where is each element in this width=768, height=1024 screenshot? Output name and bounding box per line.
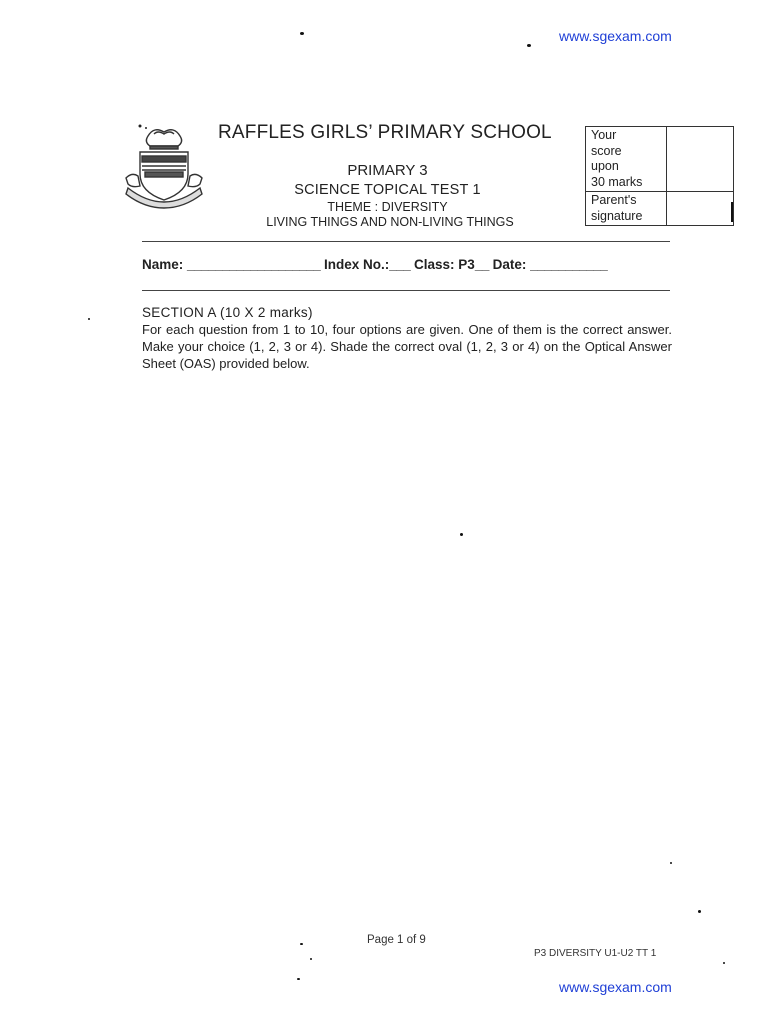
date-label: Date: (492, 257, 527, 272)
website-link-top[interactable]: www.sgexam.com (559, 28, 672, 44)
score-label (586, 127, 667, 192)
scan-speck (527, 44, 531, 47)
scan-speck (731, 202, 733, 222)
scan-speck (297, 978, 300, 980)
name-field-end: ___ (299, 257, 321, 272)
name-label: Name: (142, 257, 184, 272)
topic-heading: LIVING THINGS AND NON-LIVING THINGS (266, 215, 514, 229)
parent-signature-label (586, 192, 667, 226)
scan-speck (670, 862, 672, 864)
section-a-heading: SECTION A (10 X 2 marks) (142, 305, 313, 320)
index-label: Index No.: (323, 257, 390, 272)
score-box (585, 126, 734, 226)
score-label-line: score (591, 143, 622, 158)
class-label: Class: P3 (414, 257, 475, 272)
section-a-instructions: For each question from 1 to 10, four options are given. One of them is the correct answer. Make your choice (1, 2, 3 or 4). Shade the correct oval (1, 2, 3 or 4) on the Optical Answer Sheet (OAS) provided below. (142, 322, 672, 371)
school-crest-logo (118, 122, 210, 214)
test-title: SCIENCE TOPICAL TEST 1 (294, 182, 481, 198)
score-label-line: upon (591, 159, 619, 173)
parent-signature-field[interactable] (667, 192, 734, 226)
page-number: Page 1 of 9 (367, 934, 426, 946)
scan-speck (88, 318, 90, 320)
parent-label-line: signature (591, 208, 643, 223)
score-label-line: Your (591, 128, 617, 142)
scan-speck (300, 943, 303, 945)
score-label-line: 30 marks (591, 174, 643, 189)
class-field[interactable]: __ (474, 257, 489, 272)
parent-label-line: Parent's (591, 193, 637, 207)
name-field[interactable]: ________________ (187, 257, 300, 272)
divider-bottom (142, 290, 670, 291)
document-code: P3 DIVERSITY U1-U2 TT 1 (534, 948, 657, 959)
student-info-line (142, 257, 607, 272)
divider-top (142, 241, 670, 242)
date-field[interactable]: ___________ (530, 257, 608, 272)
scan-speck (300, 32, 304, 35)
level-heading: PRIMARY 3 (347, 162, 428, 179)
theme-heading: THEME : DIVERSITY (327, 200, 448, 214)
website-link-bottom[interactable]: www.sgexam.com (559, 979, 672, 995)
index-field[interactable]: ___ (389, 257, 411, 272)
school-name: RAFFLES GIRLS’ PRIMARY SCHOOL (218, 122, 552, 143)
scan-speck (698, 910, 701, 913)
scan-speck (310, 958, 312, 960)
scan-speck (460, 533, 463, 536)
score-field[interactable] (667, 127, 734, 192)
scan-speck (723, 962, 725, 964)
